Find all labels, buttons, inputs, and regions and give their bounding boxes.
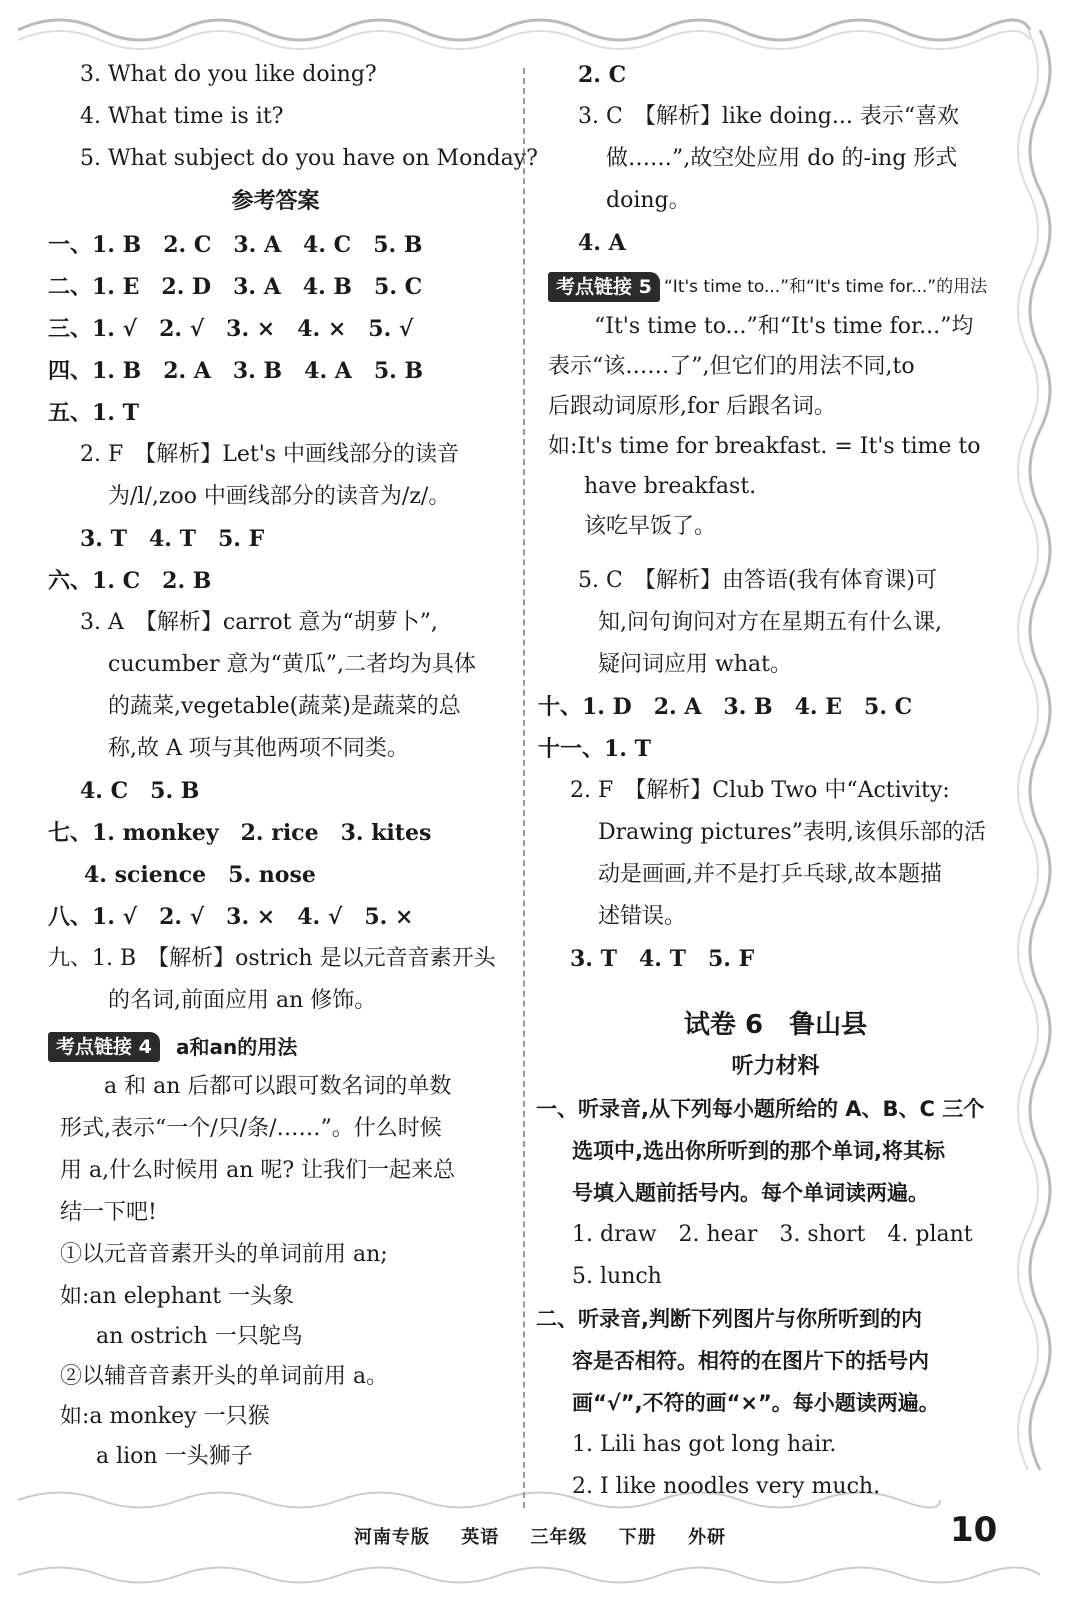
answer-section-6-3c: 的蔬菜,vegetable(蔬菜)是蔬菜的总 (108, 694, 461, 719)
link5-line-2: 表示“该……了”,但它们的用法不同,to (548, 354, 915, 379)
answer-4: 4. A (578, 230, 626, 256)
answer-3b: 做……”,故空处应用 do 的-ing 形式 (606, 146, 958, 171)
listening-q2b: 容是否相符。相符的在图片下的括号内 (572, 1349, 929, 1373)
answer-section-11-3: 3. T 4. T 5. F (570, 946, 755, 972)
footer-subject: 英语 (461, 1527, 500, 1548)
footer-term: 下册 (618, 1527, 657, 1548)
answer-2: 2. C (578, 62, 627, 88)
link5-line-3: 后跟动词原形,for 后跟名词。 (548, 394, 836, 419)
answer-section-3: 三、1. √ 2. √ 3. × 4. × 5. √ (48, 316, 414, 342)
answer-section-10: 十、1. D 2. A 3. B 4. E 5. C (538, 694, 913, 720)
question-4: 4. What time is it? (80, 104, 284, 129)
listening-q2c: 画“√”,不符的画“×”。每小题读两遍。 (572, 1391, 940, 1415)
question-5: 5. What subject do you have on Monday? (80, 146, 538, 171)
answer-section-5-1: 五、1. T (48, 400, 139, 426)
footer-publisher: 外研 (688, 1527, 727, 1548)
answer-section-5-2a: 2. F 【解析】Let's 中画线部分的读音 (80, 442, 460, 467)
answer-section-11-2c: 动是画画,并不是打乒乓球,故本题描 (598, 862, 942, 887)
listening-q1b: 选项中,选出你所听到的那个单词,将其标 (572, 1139, 945, 1163)
listening-q2-sentence-1: 1. Lili has got long hair. (572, 1432, 837, 1457)
column-divider (523, 68, 525, 1508)
link4-line-7: an ostrich 一只鸵鸟 (96, 1324, 303, 1349)
link4-line-6: 如:an elephant 一头象 (60, 1284, 295, 1309)
key-link-5-tag: 考点链接 5 (548, 272, 660, 302)
page-footer (0, 1523, 1080, 1549)
answer-5a: 5. C 【解析】由答语(我有体育课)可 (578, 568, 937, 593)
answer-section-6-3b: cucumber 意为“黄瓜”,二者均为具体 (108, 652, 476, 677)
answer-section-6-1: 六、1. C 2. B (48, 568, 212, 594)
link4-line-1: a 和 an 后都可以跟可数名词的单数 (104, 1074, 452, 1099)
question-3: 3. What do you like doing? (80, 62, 377, 87)
link4-line-4: 结一下吧! (60, 1200, 157, 1225)
link5-line-6: 该吃早饭了。 (584, 514, 717, 539)
answer-section-6-4: 4. C 5. B (80, 778, 200, 804)
answer-section-11-2b: Drawing pictures”表明,该俱乐部的活 (598, 820, 986, 845)
answer-section-4: 四、1. B 2. A 3. B 4. A 5. B (48, 358, 424, 384)
key-link-4-title: a和an的用法 (176, 1035, 298, 1059)
listening-title: 听力材料 (731, 1054, 820, 1079)
answer-section-6-3d: 称,故 A 项与其他两项不同类。 (108, 736, 409, 761)
answer-section-7b: 4. science 5. nose (84, 862, 316, 888)
listening-q2a: 二、听录音,判断下列图片与你所听到的内 (536, 1307, 922, 1331)
test-title: 试卷 6 鲁山县 (683, 1010, 868, 1040)
answer-3a: 3. C 【解析】like doing... 表示“喜欢 (578, 104, 960, 129)
footer-edition: 河南专版 (353, 1527, 430, 1548)
answer-section-5-2b: 为/l/,zoo 中画线部分的读音为/z/。 (108, 484, 451, 509)
answer-section-11-2a: 2. F 【解析】Club Two 中“Activity: (570, 778, 950, 803)
answer-section-9b: 的名词,前面应用 an 修饰。 (108, 988, 377, 1013)
answer-section-6-3a: 3. A 【解析】carrot 意为“胡萝卜”, (80, 610, 438, 635)
link5-line-4: 如:It's time for breakfast. = It's time to (548, 434, 981, 459)
answer-section-8: 八、1. √ 2. √ 3. × 4. √ 5. × (48, 904, 414, 930)
answer-section-9a: 九、1. B 【解析】ostrich 是以元音音素开头 (48, 946, 496, 971)
answer-section-1: 一、1. B 2. C 3. A 4. C 5. B (48, 232, 423, 258)
answer-section-11-2d: 述错误。 (598, 904, 687, 929)
answer-section-2: 二、1. E 2. D 3. A 4. B 5. C (48, 274, 423, 300)
link4-line-5: ①以元音音素开头的单词前用 an; (60, 1242, 388, 1267)
link4-line-3: 用 a,什么时候用 an 呢? 让我们一起来总 (60, 1158, 456, 1183)
link4-line-2: 形式,表示“一个/只/条/……”。什么时候 (60, 1116, 442, 1141)
link4-line-9: 如:a monkey 一只猴 (60, 1404, 270, 1429)
listening-q1c: 号填入题前括号内。每个单词读两遍。 (572, 1181, 929, 1205)
answer-section-7a: 七、1. monkey 2. rice 3. kites (48, 820, 432, 846)
link5-line-5: have breakfast. (584, 474, 757, 499)
listening-q1a: 一、听录音,从下列每小题所给的 A、B、C 三个 (536, 1097, 985, 1121)
key-link-5-title: “It's time to...”和“It's time for...”的用法 (664, 277, 988, 297)
answer-5c: 疑问词应用 what。 (598, 652, 792, 677)
answer-section-11-1: 十一、1. T (538, 736, 651, 762)
footer-grade: 三年级 (530, 1527, 588, 1548)
listening-q2-sentence-2: 2. I like noodles very much. (572, 1474, 881, 1499)
answers-title: 参考答案 (231, 189, 320, 214)
page-number: 10 (950, 1510, 998, 1550)
link5-line-1: “It's time to...”和“It's time for...”均 (594, 314, 974, 339)
answer-section-5-3: 3. T 4. T 5. F (80, 526, 265, 552)
link4-line-8: ②以辅音音素开头的单词前用 a。 (60, 1364, 389, 1389)
answer-5b: 知,问句询问对方在星期五有什么课, (598, 610, 942, 635)
listening-q1-words: 1. draw 2. hear 3. short 4. plant (572, 1222, 973, 1247)
key-link-4-tag: 考点链接 4 (48, 1032, 160, 1062)
answer-3c: doing。 (606, 188, 691, 213)
link4-line-10: a lion 一头狮子 (96, 1444, 253, 1469)
listening-q1-word-5: 5. lunch (572, 1264, 662, 1289)
